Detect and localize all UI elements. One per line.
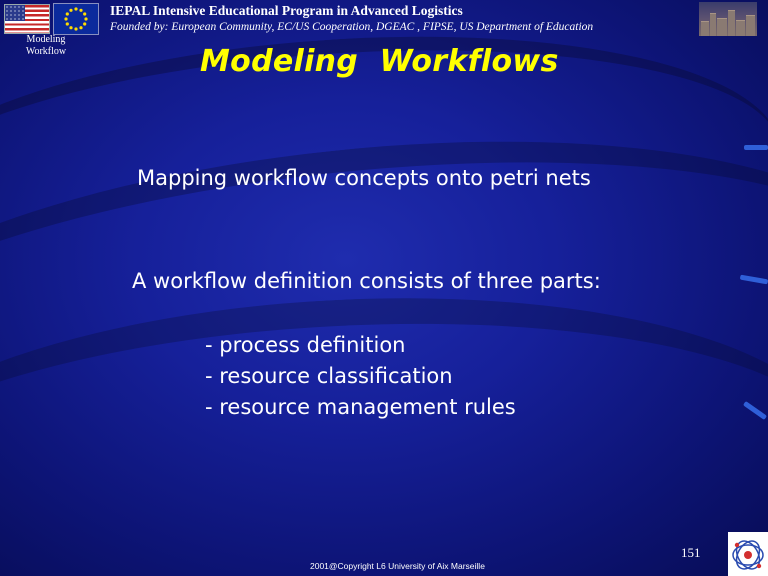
slide-title: Modeling Workflows [200,44,559,79]
funding-note: Founded by: European Community, EC/US Cooperation, DGEAC , FIPSE, US Department of Education [110,21,594,33]
page-number: 151 [681,545,701,560]
eu-flag-icon [53,3,99,35]
bullet-list [205,330,516,423]
decorative-dash [740,275,768,285]
us-flag-icon [4,4,50,34]
background-swoosh [0,93,768,558]
decorative-dash [743,401,767,420]
decorative-dash [744,145,768,150]
list-item: - resource management rules [205,395,516,419]
section-label [22,34,70,58]
copyright-text: 2001@Copyright L6 University of Aix Marseille [310,561,485,571]
intro-text: A workflow definition consists of three parts: [132,269,601,293]
list-item: - process definition [205,333,406,357]
section-label-line1: Modeling [26,34,66,45]
section-label-line2: Workflow [25,46,67,57]
list-item: - resource classification [205,364,453,388]
slide-subtitle: Mapping workflow concepts onto petri nets [137,166,591,190]
background-swoosh [0,274,768,576]
program-title: IEPAL Intensive Educational Program in Advanced Logistics [110,3,463,18]
university-logo-icon [728,532,768,576]
city-photo-icon [699,2,757,36]
